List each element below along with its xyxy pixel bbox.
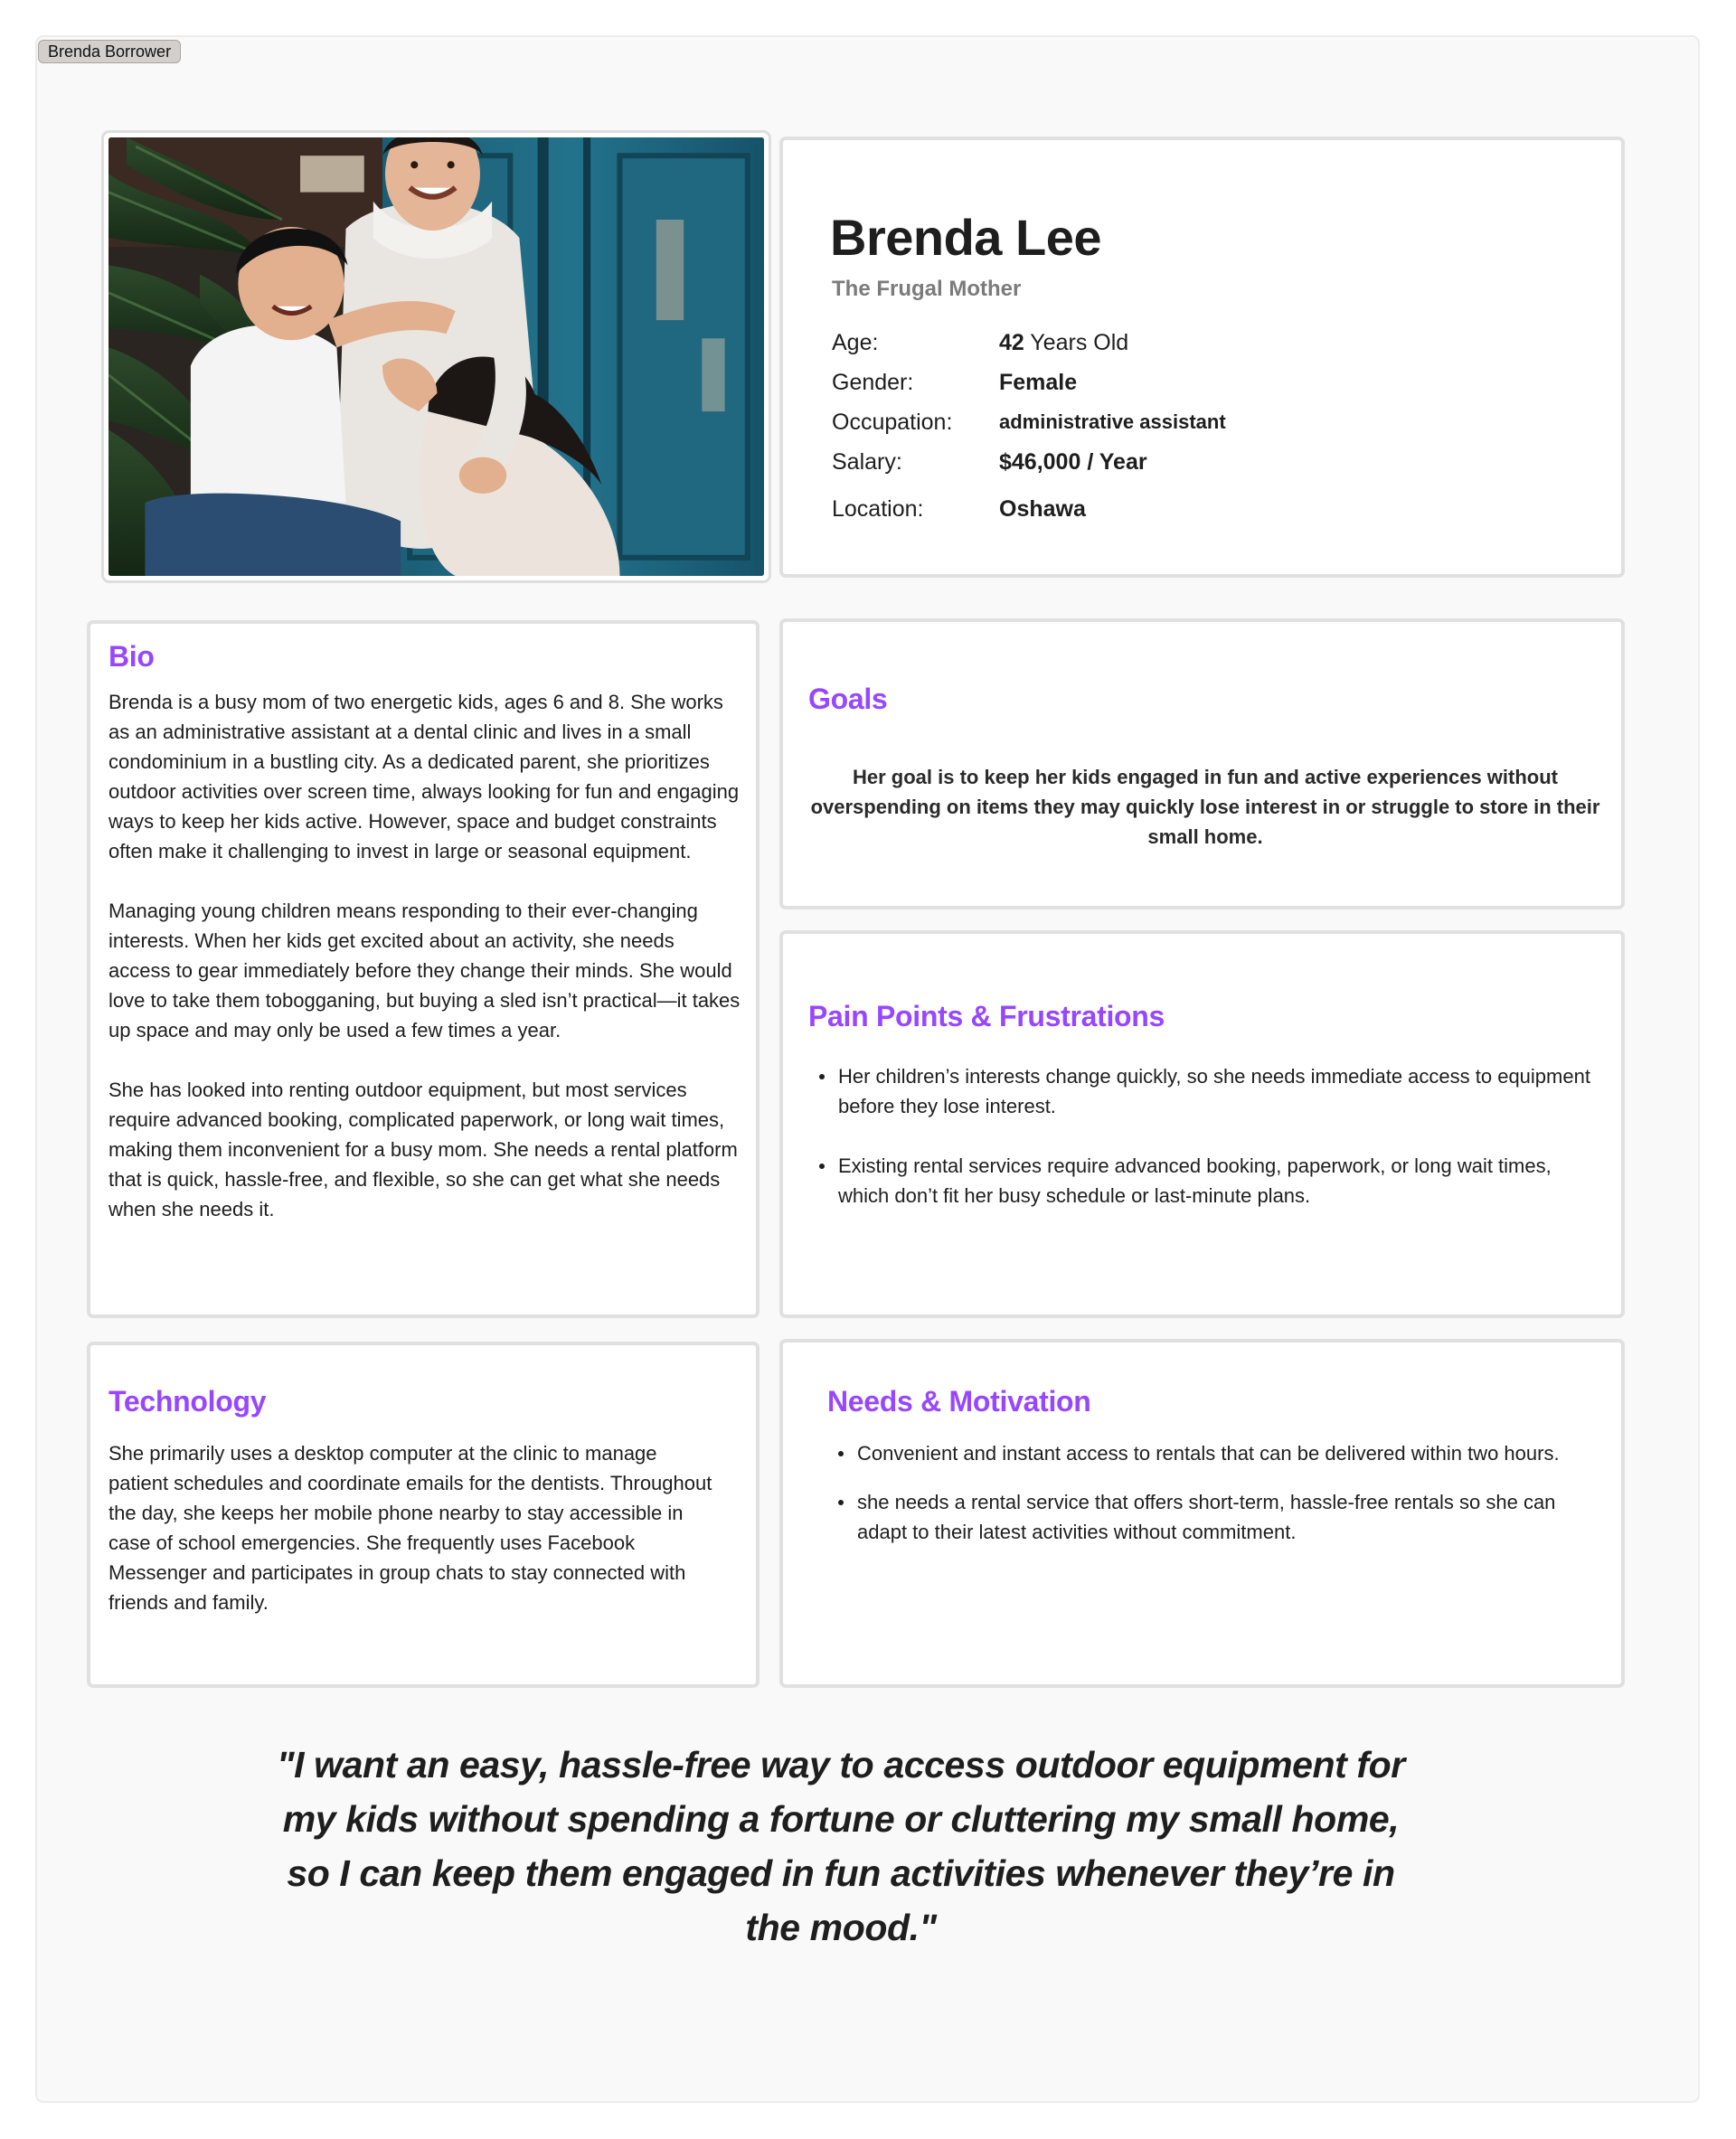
occupation-value: administrative assistant <box>999 410 1226 433</box>
goals-title: Goals <box>808 683 888 715</box>
technology-title: Technology <box>108 1385 267 1418</box>
pain-points-list <box>808 1061 1604 1211</box>
bio-text <box>108 687 741 1224</box>
persona-subtitle: The Frugal Mother <box>832 277 1022 301</box>
bio-paragraph: Brenda is a busy mom of two energetic kids, ages 6 and 8. She works as an administrative assistant at a dental clinic and lives in a small condominium in a bustling city. As a dedicated parent, she prioritizes outdoor activities over screen time, always looking for fun and engaging ways to keep her kids active. However, space and budget constraints often make it challenging to invest in large or seasonal equipment. <box>108 691 740 862</box>
age-value <box>999 327 1128 358</box>
occupation-label: Occupation: <box>832 410 953 435</box>
bio-paragraph: Managing young children means responding to their ever-changing interests. When her kids get excited about an activity, she needs access to gear immediately before they change their minds. She would love to take them tobogganing, but buying a sled isn’t practical—it takes up space and may only be used a few times a year. <box>108 900 741 1041</box>
persona-name: Brenda Lee <box>830 209 1101 266</box>
list-item: Convenient and instant access to rentals that can be delivered within two hours. <box>827 1438 1569 1468</box>
persona-quote: "I want an easy, hassle-free way to access outdoor equipment for my kids without spending a fortune or cluttering my small home, so I can keep them engaged in fun activities whenever they’re in the mood." <box>277 1744 1405 1948</box>
frame-label[interactable]: Brenda Borrower <box>38 40 181 63</box>
needs-list <box>827 1438 1569 1547</box>
bio-paragraph: She has looked into renting outdoor equipment, but most services require advanced booking, complicated paperwork, or long wait times, making them inconvenient for a busy mom. She needs a rental platform that is quick, hassle-free, and flexible, so she can get what she needs when she needs it. <box>108 1079 738 1220</box>
list-item: Existing rental services require advanced booking, paperwork, or long wait times, which don’t fit her busy schedule or last-minute plans. <box>808 1151 1604 1211</box>
list-item: she needs a rental service that offers short-term, hassle-free rentals so she can adapt to their latest activities without commitment. <box>827 1487 1569 1547</box>
salary-label: Salary: <box>832 449 902 475</box>
list-item: Her children’s interests change quickly, so she needs immediate access to equipment before they lose interest. <box>808 1061 1604 1121</box>
age-number: 42 <box>999 330 1024 355</box>
gender-value: Female <box>999 370 1078 395</box>
location-value: Oshawa <box>999 496 1086 522</box>
technology-text: She primarily uses a desktop computer at the clinic to manage patient schedules and coordinate emails for the dentists. Throughout the day, she keeps her mobile phone nearby to stay accessible in case of school emergencies. She frequently uses Facebook Messenger and participates in group chats to stay connected with friends and family. <box>108 1442 712 1614</box>
age-label: Age: <box>832 330 879 355</box>
needs-title: Needs & Motivation <box>827 1385 1091 1418</box>
bio-title: Bio <box>108 640 155 673</box>
goals-text: Her goal is to keep her kids engaged in fun and active experiences without overspending on items they may quickly lose interest in or struggle to store in their small home. <box>810 766 1600 848</box>
location-label: Location: <box>832 496 924 522</box>
pain-points-title: Pain Points & Frustrations <box>808 1000 1165 1032</box>
salary-value: $46,000 / Year <box>999 449 1147 475</box>
age-unit: Years Old <box>1024 330 1129 355</box>
gender-label: Gender: <box>832 370 914 395</box>
photo-card <box>101 130 771 583</box>
persona-photo <box>108 137 764 576</box>
